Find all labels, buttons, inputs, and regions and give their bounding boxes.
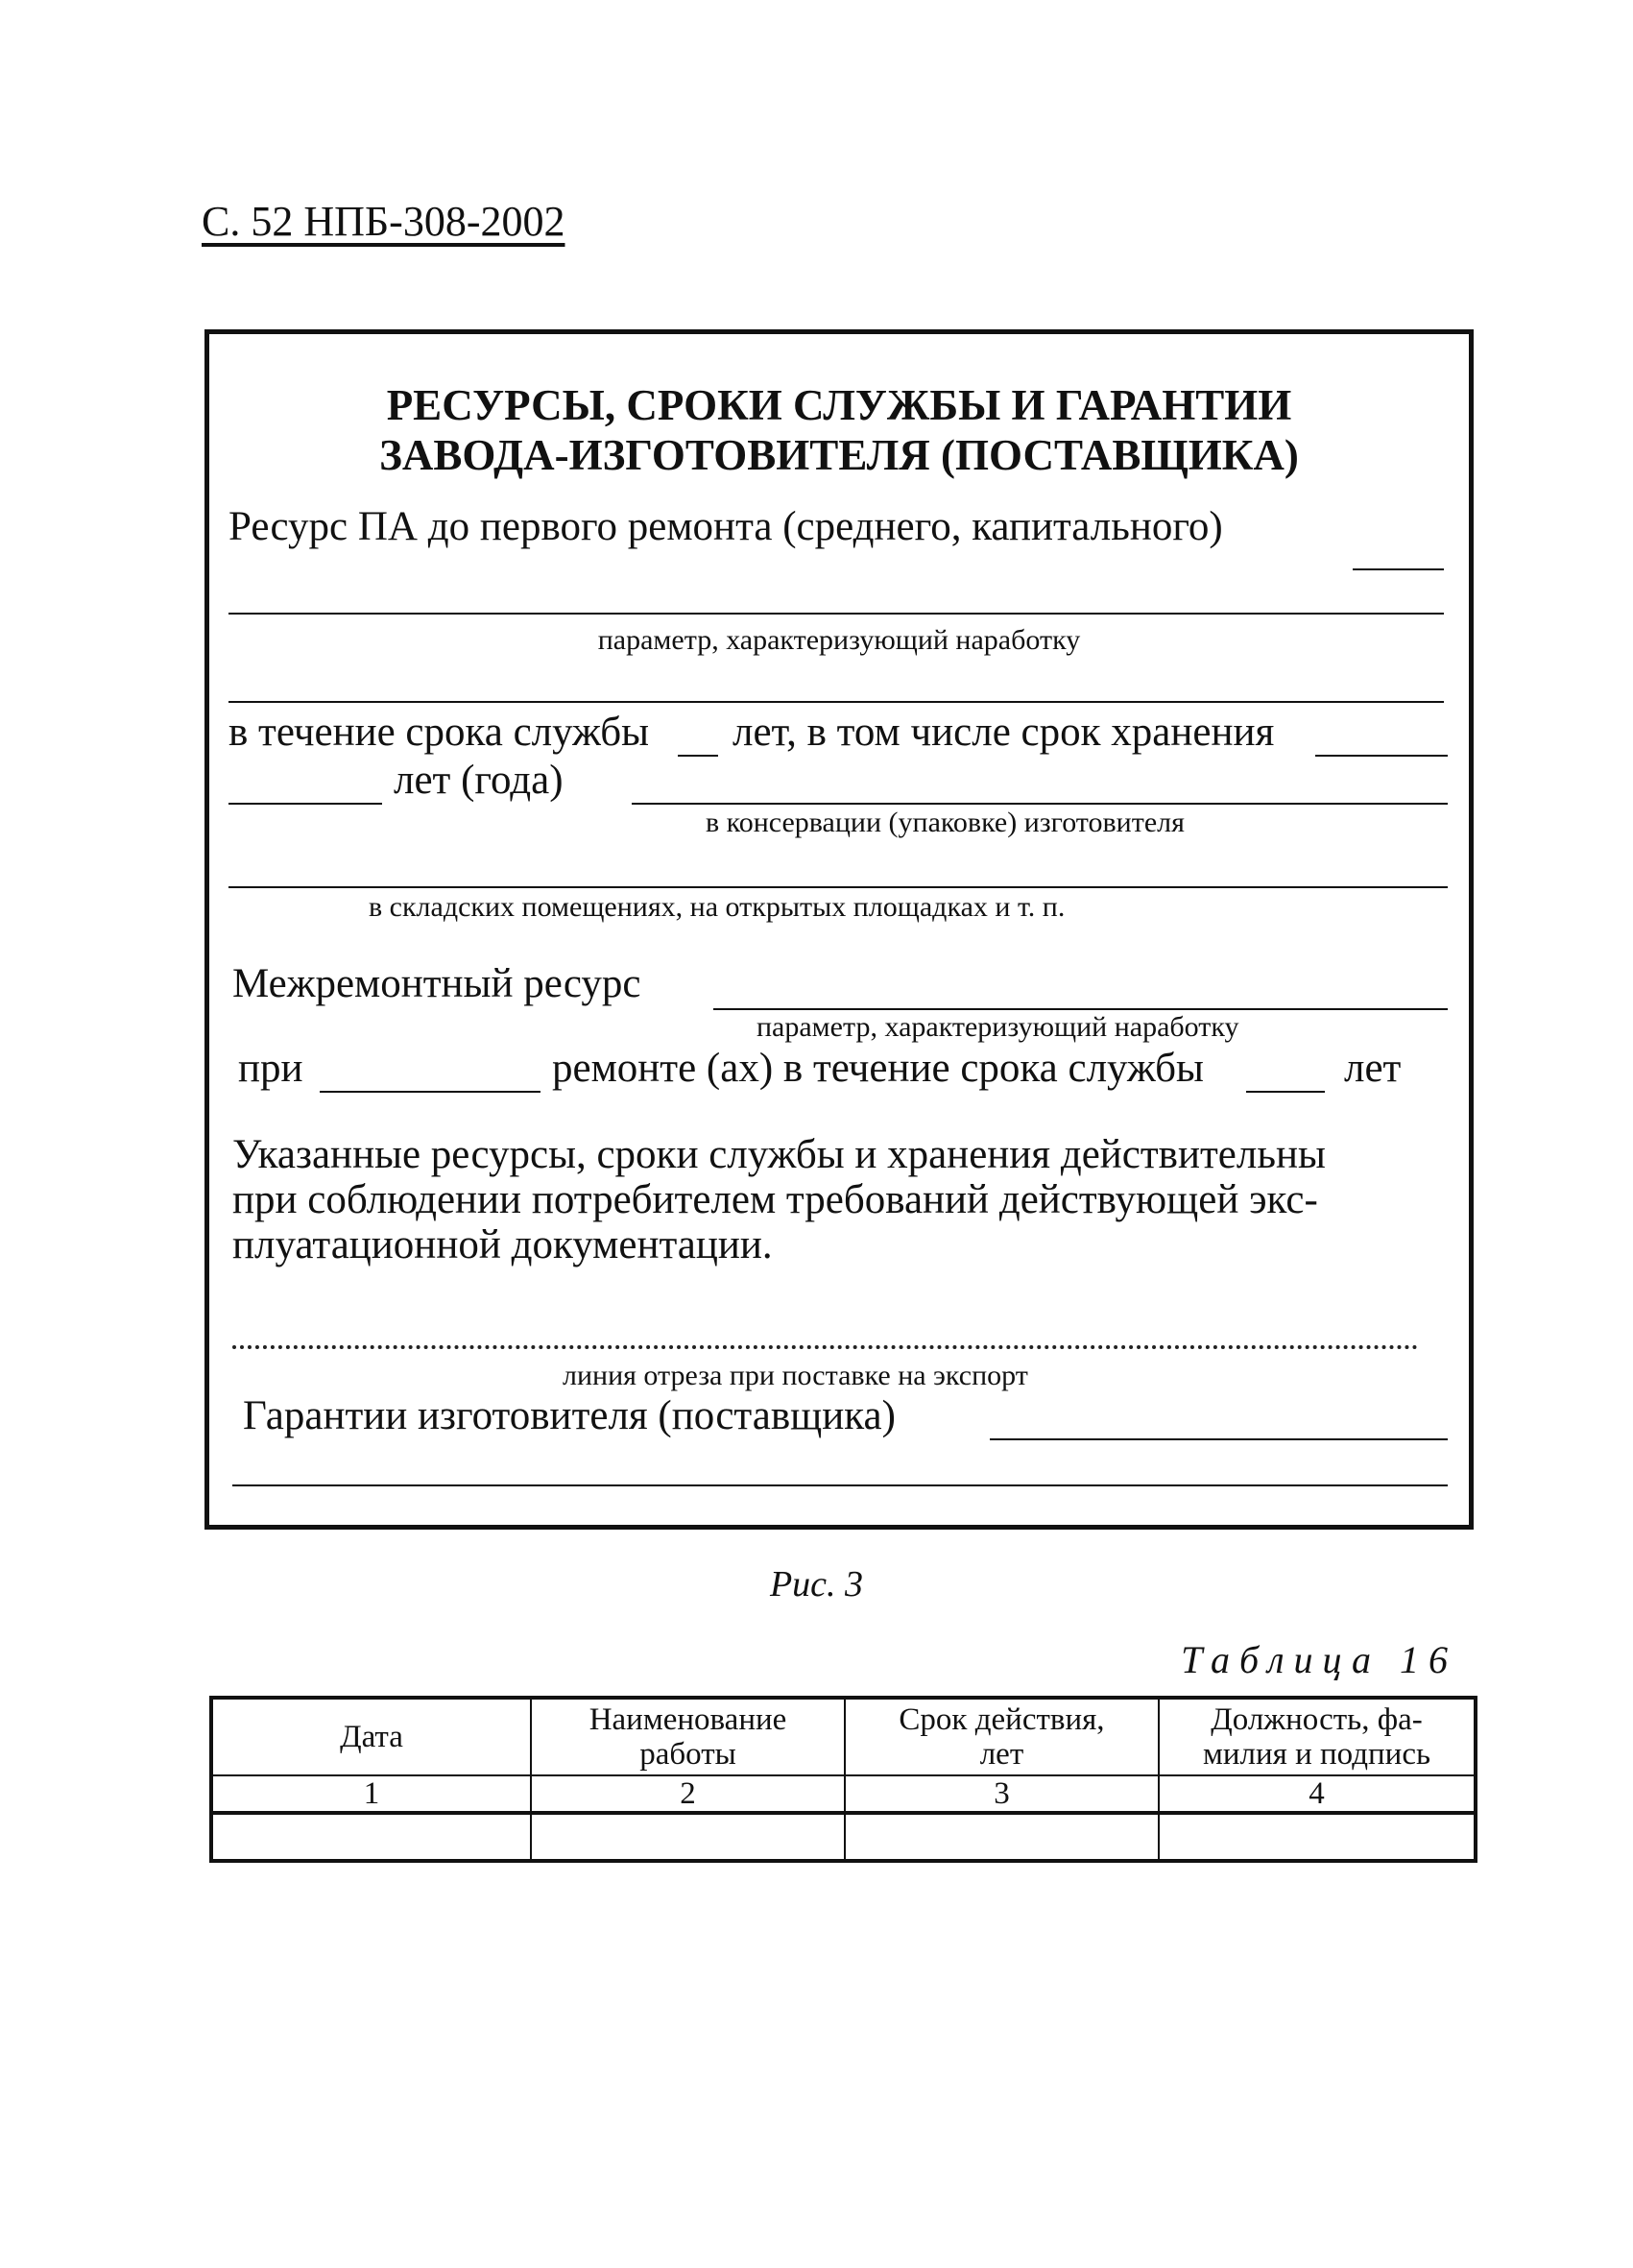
resources-form-frame bbox=[204, 329, 1474, 1530]
service-life-part2: лет, в том числе срок хранения bbox=[732, 710, 1275, 755]
column-header-work-line2: работы bbox=[639, 1737, 736, 1772]
service-life-part1: в течение срока службы bbox=[228, 710, 649, 755]
form-title-line1: РЕСУРСЫ, СРОКИ СЛУЖБЫ И ГАРАНТИИ bbox=[386, 381, 1292, 429]
column-header-date-text: Дата bbox=[340, 1720, 403, 1754]
repair-part3: лет bbox=[1344, 1046, 1402, 1091]
resource-blank-short bbox=[1353, 568, 1444, 570]
column-header-work bbox=[531, 1698, 845, 1775]
column-header-signature-line2: милия и подпись bbox=[1202, 1737, 1431, 1772]
column-header-term bbox=[845, 1698, 1159, 1775]
validity-line2: при соблюдении потребителем требований действующей экс- bbox=[232, 1177, 1318, 1222]
repair-part1: при bbox=[238, 1046, 303, 1091]
repair-years-blank bbox=[1246, 1091, 1325, 1093]
figure-caption: Рис. 3 bbox=[769, 1564, 864, 1604]
column-header-work-line1: Наименование bbox=[588, 1702, 787, 1737]
validity-line1: Указанные ресурсы, сроки службы и хранения действительны bbox=[232, 1132, 1326, 1177]
column-number: 3 bbox=[845, 1775, 1159, 1813]
form-title-line2: ЗАВОДА-ИЗГОТОВИТЕЛЯ (ПОСТАВЩИКА) bbox=[379, 431, 1299, 479]
warranty-label: Гарантии изготовителя (поставщика) bbox=[243, 1393, 896, 1438]
interrepair-caption: параметр, характеризующий наработку bbox=[756, 1011, 1239, 1043]
resource-blank-line bbox=[228, 613, 1444, 615]
validity-line3: плуатационной документации. bbox=[232, 1222, 773, 1267]
repair-part2: ремонте (ах) в течение срока службы bbox=[552, 1046, 1204, 1091]
resource-caption: параметр, характеризующий наработку bbox=[597, 624, 1081, 656]
resource-blank-line-2 bbox=[228, 701, 1444, 703]
storage-caption-2: в складских помещениях, на открытых площадках и т. п. bbox=[369, 891, 1066, 923]
table-row bbox=[211, 1813, 1476, 1861]
years-label: лет (года) bbox=[394, 758, 564, 803]
page-header: С. 52 НПБ-308-2002 bbox=[202, 198, 565, 245]
service-record-table bbox=[209, 1696, 1477, 1863]
resource-label: Ресурс ПА до первого ремонта (среднего, капитального) bbox=[228, 504, 1223, 549]
interrepair-label: Межремонтный ресурс bbox=[232, 961, 641, 1006]
service-life-years-blank bbox=[678, 755, 718, 757]
table-cell bbox=[531, 1813, 845, 1861]
storage-blank-line bbox=[228, 886, 1448, 888]
storage-caption-1: в консервации (упаковке) изготовителя bbox=[706, 807, 1185, 838]
column-header-signature-line1: Должность, фа- bbox=[1211, 1702, 1423, 1737]
column-header-date bbox=[211, 1698, 531, 1775]
column-header-signature bbox=[1159, 1698, 1476, 1775]
repair-type-blank bbox=[320, 1091, 540, 1093]
storage-term-blank bbox=[1315, 755, 1448, 757]
table-number-row bbox=[211, 1775, 1476, 1813]
interrepair-blank bbox=[713, 1008, 1448, 1010]
table-cell bbox=[211, 1813, 531, 1861]
table-cell bbox=[1159, 1813, 1476, 1861]
table-cell bbox=[845, 1813, 1159, 1861]
cut-line bbox=[232, 1345, 1418, 1349]
column-number: 1 bbox=[211, 1775, 531, 1813]
warranty-blank bbox=[990, 1438, 1448, 1440]
storage-conditions-blank bbox=[632, 803, 1448, 805]
column-header-term-line2: лет bbox=[979, 1737, 1024, 1772]
years-blank bbox=[228, 803, 382, 805]
table-header-row bbox=[211, 1698, 1476, 1775]
column-header-term-line1: Срок действия, bbox=[899, 1702, 1105, 1737]
warranty-blank-line-2 bbox=[232, 1484, 1448, 1486]
column-number: 2 bbox=[531, 1775, 845, 1813]
table-label: Таблица 16 bbox=[1181, 1638, 1457, 1681]
column-number: 4 bbox=[1159, 1775, 1476, 1813]
cut-line-caption: линия отреза при поставке на экспорт bbox=[563, 1360, 1028, 1391]
